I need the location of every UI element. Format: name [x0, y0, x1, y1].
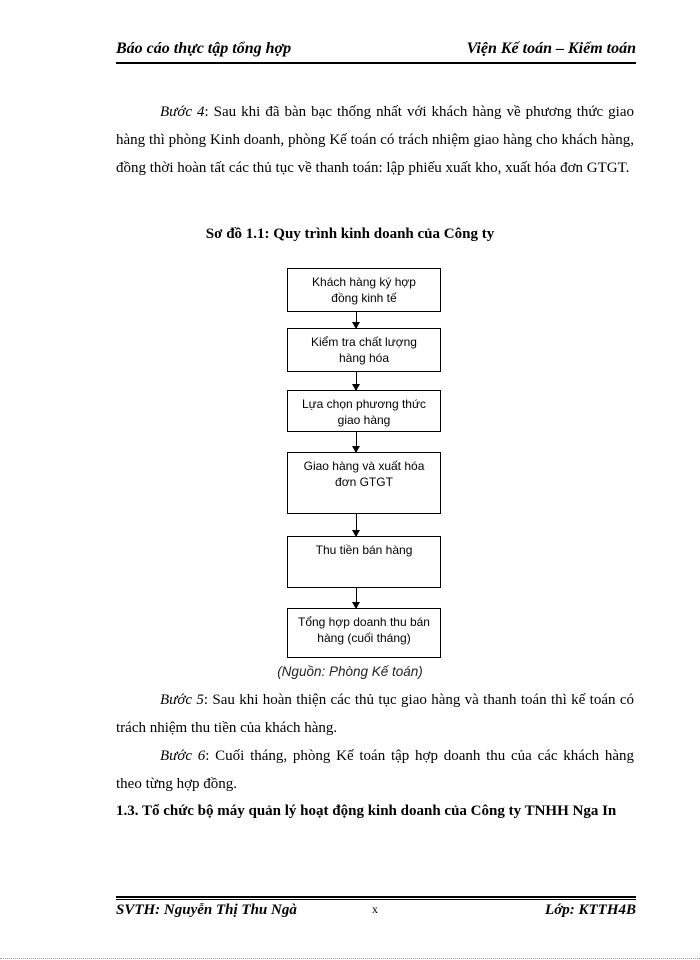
flow-box-4-line1: Giao hàng và xuất hóa — [303, 459, 425, 473]
step6-paragraph — [116, 742, 634, 798]
flow-box-5 — [287, 536, 441, 588]
flow-box-6-line2: hàng (cuối tháng) — [317, 631, 411, 645]
diagram-caption: Sơ đồ 1.1: Quy trình kinh doanh của Công ty — [205, 226, 495, 242]
page-number: x — [372, 902, 378, 916]
footer-class: Lớp: KTTH4B — [545, 902, 636, 918]
flow-box-4 — [287, 452, 441, 514]
flow-box-2-line2: hàng hóa — [338, 351, 390, 365]
flow-box-3 — [287, 390, 441, 432]
page-footer — [116, 902, 636, 922]
header-institute: Viện Kế toán – Kiểm toán — [466, 40, 636, 57]
flow-arrow-1 — [356, 312, 357, 328]
header-rule — [116, 62, 636, 64]
step5-text: : Sau khi hoàn thiện các thủ tục giao hàng và thanh toán thì kế toán có trách nhiệm thu tiền của khách hàng. — [116, 692, 635, 736]
step6-text: : Cuối tháng, phòng Kế toán tập hợp doanh thu của các khách hàng theo từng hợp đồng. — [116, 748, 635, 792]
footer-student: SVTH: Nguyễn Thị Thu Ngà — [116, 902, 297, 918]
section-heading: 1.3. Tổ chức bộ máy quản lý hoạt động kinh doanh của Công ty TNHH Nga In — [116, 803, 617, 819]
flow-arrow-5 — [356, 588, 357, 608]
flow-box-6 — [287, 608, 441, 658]
page-header — [116, 40, 636, 62]
step6-label: Bước 6 — [160, 748, 206, 764]
flow-box-4-line2: đơn GTGT — [335, 475, 393, 489]
flow-box-3-line1: Lựa chọn phương thức — [301, 397, 427, 411]
diagram-source: (Nguồn: Phòng Kế toán) — [277, 664, 423, 679]
flow-box-6-line1: Tổng hợp doanh thu bán — [298, 615, 430, 629]
flow-box-2-line1: Kiểm tra chất lượng — [311, 335, 417, 349]
step4-paragraph — [116, 98, 634, 182]
step5-paragraph — [116, 686, 634, 742]
step4-text: : Sau khi đã bàn bạc thống nhất với khách hàng về phương thức giao hàng thì phòng Kinh doanh, phòng Kế toán có trách nhiệm giao hàng cho khách hàng, đồng thời hoàn tất các thủ tục về thanh toán: lập phiếu xuất kho, xuất hóa đơn GTGT. — [116, 104, 635, 176]
flow-arrow-3 — [356, 432, 357, 452]
flow-box-1-line2: đồng kinh tế — [331, 291, 397, 305]
flow-box-3-line2: giao hàng — [337, 413, 391, 427]
flow-box-5-line1: Thu tiền bán hàng — [315, 543, 413, 557]
flow-arrow-4 — [356, 514, 357, 536]
page-edge — [0, 958, 700, 959]
flow-box-1 — [287, 268, 441, 312]
step4-label: Bước 4 — [160, 104, 205, 120]
flow-box-1-line1: Khách hàng ký hợp — [312, 275, 416, 289]
header-report-title: Báo cáo thực tập tổng hợp — [116, 40, 292, 57]
footer-rule-thin — [116, 899, 636, 900]
flow-box-2 — [287, 328, 441, 372]
step5-label: Bước 5 — [160, 692, 204, 708]
flow-arrow-2 — [356, 372, 357, 390]
footer-rule-thick — [116, 896, 636, 898]
